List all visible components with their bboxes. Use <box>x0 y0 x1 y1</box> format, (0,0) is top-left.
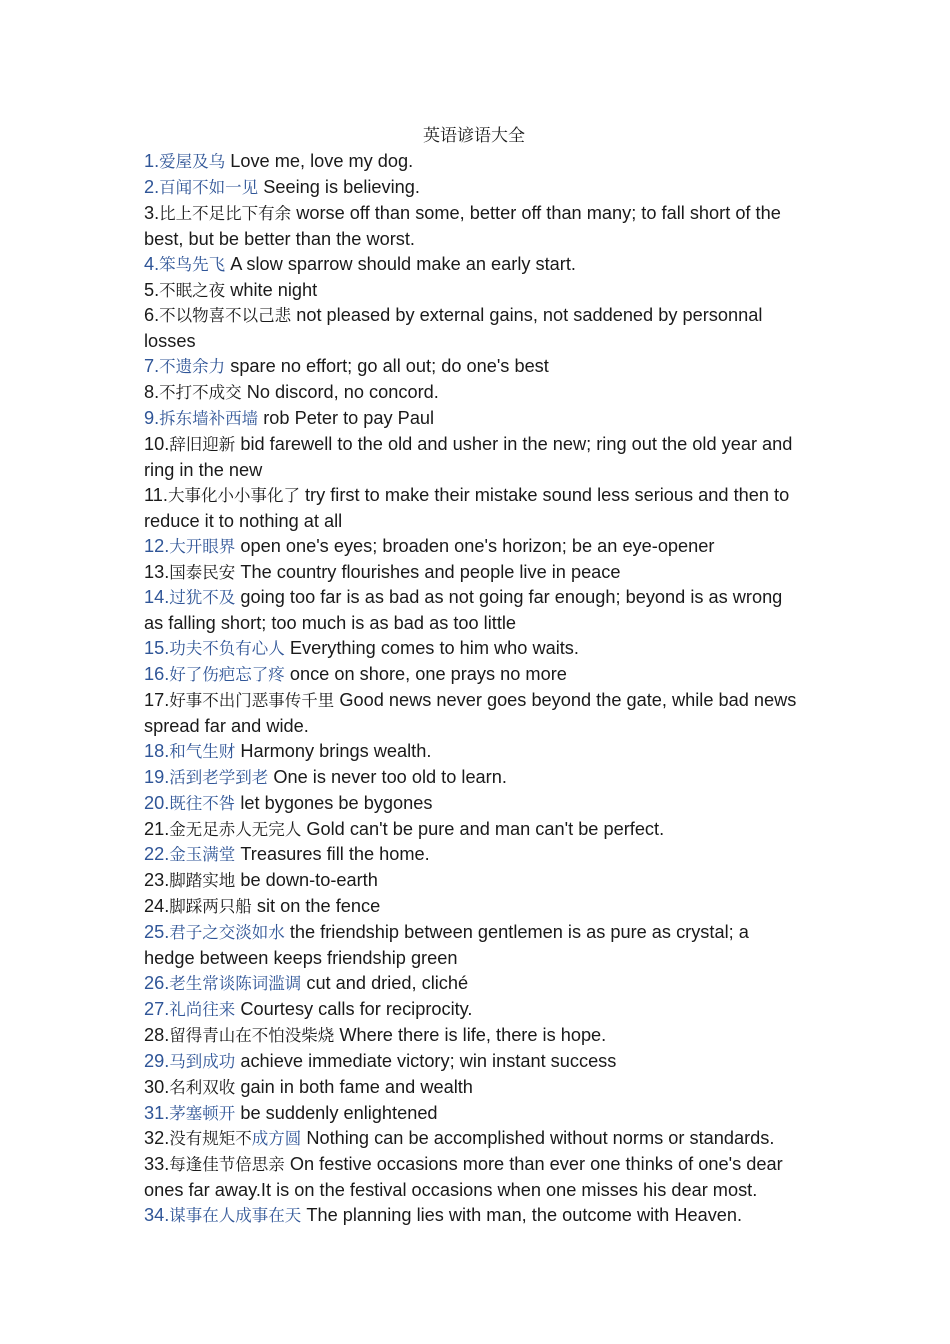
entry-number: 17. <box>144 690 170 711</box>
english-translation: bid farewell to the old and usher in the new; ring out the old year and ring in the new <box>144 433 793 480</box>
proverb-entry <box>144 997 804 1023</box>
english-translation: open one's eyes; broaden one's horizon; be an eye-opener <box>235 535 715 556</box>
chinese-proverb: 脚踏实地 <box>169 871 236 891</box>
page-title: 英语谚语大全 <box>423 126 525 146</box>
proverb-entry <box>144 765 804 791</box>
entry-number: 33. <box>144 1154 170 1175</box>
proverb-entry <box>144 534 804 560</box>
chinese-proverb-link: 茅塞顿开 <box>169 1103 236 1123</box>
proverb-entry <box>144 636 804 662</box>
chinese-proverb: 辞旧迎新 <box>169 434 236 454</box>
english-translation: gain in both fame and wealth <box>235 1076 473 1097</box>
entry-number: 20. <box>144 792 170 813</box>
english-translation: Gold can't be pure and man can't be perfect. <box>301 818 665 839</box>
proverb-entry <box>144 380 804 406</box>
entry-number: 27. <box>144 998 170 1019</box>
chinese-proverb-link: 君子之交淡如水 <box>169 923 285 943</box>
proverb-entry <box>144 1075 804 1101</box>
entry-number: 34. <box>144 1205 170 1226</box>
english-translation: Courtesy calls for reciprocity. <box>235 998 473 1019</box>
english-translation: Nothing can be accomplished without norms or standards. <box>301 1128 775 1149</box>
chinese-proverb: 脚踩两只船 <box>169 897 252 917</box>
english-translation: Love me, love my dog. <box>225 151 414 171</box>
proverb-entry <box>144 560 804 586</box>
entry-number: 6. <box>144 305 160 326</box>
entry-number: 26. <box>144 973 170 993</box>
proverb-entry <box>144 791 804 817</box>
entry-number: 5. <box>144 279 160 300</box>
proverb-entry <box>144 201 804 252</box>
english-translation: once on shore, one prays no more <box>284 664 567 685</box>
proverb-entry <box>144 1101 804 1127</box>
chinese-proverb: 留得青山在不怕没柴烧 <box>169 1025 335 1045</box>
chinese-proverb: 名利双收 <box>169 1077 236 1097</box>
proverb-entry <box>144 406 804 432</box>
proverb-list <box>144 149 804 1229</box>
english-translation: sit on the fence <box>251 896 381 917</box>
entry-number: 24. <box>144 896 170 917</box>
chinese-proverb: 好事不出门恶事传千里 <box>169 691 335 711</box>
entry-number: 19. <box>144 766 170 787</box>
chinese-proverb: 大事化小小事化了 <box>167 485 300 505</box>
proverb-entry <box>144 149 804 175</box>
proverb-entry <box>144 894 804 920</box>
entry-number: 8. <box>144 382 160 403</box>
entry-number: 23. <box>144 870 170 891</box>
chinese-proverb-link: 金玉满堂 <box>169 845 236 865</box>
chinese-proverb-link: 爱屋及乌 <box>159 152 226 171</box>
english-translation: rob Peter to pay Paul <box>258 408 435 429</box>
chinese-proverb: 每逢佳节倍思亲 <box>169 1155 285 1175</box>
proverb-entry <box>144 868 804 894</box>
entry-number: 3. <box>144 202 160 223</box>
entry-number: 29. <box>144 1050 170 1071</box>
entry-number: 30. <box>144 1076 170 1097</box>
english-translation: worse off than some, better off than many; to fall short of the best, but be better than the worst. <box>144 202 781 249</box>
english-translation: be suddenly enlightened <box>235 1102 438 1123</box>
chinese-proverb: 不以物喜不以己悲 <box>159 306 292 326</box>
chinese-proverb-link: 礼尚往来 <box>169 999 236 1019</box>
proverb-entry <box>144 354 804 380</box>
proverb-entry <box>144 585 804 636</box>
english-translation: The country flourishes and people live in peace <box>235 561 621 582</box>
chinese-proverb: 金无足赤人无完人 <box>169 819 302 839</box>
proverb-entry <box>144 817 804 843</box>
entry-number: 11. <box>144 484 168 505</box>
chinese-proverb-link: 拆东墙补西墙 <box>159 409 259 429</box>
proverb-entry <box>144 842 804 868</box>
proverb-entry <box>144 483 804 534</box>
entry-number: 25. <box>144 922 170 943</box>
chinese-proverb: 没有规矩不 <box>169 1129 252 1149</box>
entry-number: 9. <box>144 408 160 429</box>
english-translation: going too far is as bad as not going far enough; beyond is as wrong as falling short; too much is as bad as too little <box>144 587 783 634</box>
chinese-proverb-link: 马到成功 <box>169 1051 236 1071</box>
proverb-entry <box>144 662 804 688</box>
english-translation: The planning lies with man, the outcome with Heaven. <box>301 1205 743 1226</box>
chinese-proverb-link: 百闻不如一见 <box>159 177 259 197</box>
chinese-proverb-link: 好了伤疤忘了疼 <box>169 665 285 685</box>
chinese-proverb-link: 笨鸟先飞 <box>159 254 226 274</box>
proverb-entry <box>144 971 804 997</box>
english-translation: try first to make their mistake sound less serious and then to reduce it to nothing at all <box>144 484 790 531</box>
english-translation: the friendship between gentlemen is as pure as crystal; a hedge between keeps friendship green <box>144 922 749 969</box>
entry-number: 18. <box>144 740 170 761</box>
entry-number: 13. <box>144 561 170 582</box>
proverb-entry <box>144 739 804 765</box>
proverb-entry <box>144 920 804 971</box>
entry-number: 7. <box>144 356 160 377</box>
chinese-proverb-link: 大开眼界 <box>169 536 236 556</box>
english-translation: One is never too old to learn. <box>268 766 507 787</box>
proverb-entry <box>144 303 804 354</box>
chinese-proverb: 不眠之夜 <box>159 280 226 300</box>
english-translation: cut and dried, cliché <box>301 973 469 993</box>
english-translation: A slow sparrow should make an early start. <box>225 253 576 274</box>
english-translation: On festive occasions more than ever one thinks of one's dear ones far away.It is on the festival occasions when one misses his dear most. <box>144 1154 783 1201</box>
english-translation: Everything comes to him who waits. <box>284 638 579 659</box>
chinese-proverb-link: 老生常谈陈词滥调 <box>169 974 302 993</box>
chinese-proverb-link: 活到老学到老 <box>169 767 269 787</box>
english-translation: not pleased by external gains, not saddened by personnal losses <box>144 305 763 352</box>
entry-number: 31. <box>144 1102 170 1123</box>
chinese-proverb: 不打不成交 <box>159 383 242 403</box>
proverb-entry <box>144 688 804 739</box>
english-translation: be down-to-earth <box>235 870 378 891</box>
entry-number: 12. <box>144 535 170 556</box>
chinese-proverb-link: 既往不咎 <box>169 793 236 813</box>
proverb-entry <box>144 1126 804 1203</box>
english-translation: Harmony brings wealth. <box>235 740 432 761</box>
proverb-entry <box>144 1203 804 1229</box>
proverb-entry <box>144 1049 804 1075</box>
chinese-proverb: 比上不足比下有余 <box>159 203 292 223</box>
english-translation: No discord, no concord. <box>241 382 439 403</box>
proverb-entry <box>144 1023 804 1049</box>
english-translation: achieve immediate victory; win instant success <box>235 1050 617 1071</box>
entry-number: 14. <box>144 587 170 608</box>
chinese-proverb-link: 成方圆 <box>251 1129 302 1149</box>
proverb-entry <box>144 252 804 278</box>
entry-number: 22. <box>144 844 170 865</box>
proverb-entry <box>144 278 804 304</box>
chinese-proverb-link: 功夫不负有心人 <box>169 639 285 659</box>
english-translation: Seeing is believing. <box>258 176 420 197</box>
entry-number: 2. <box>144 176 160 197</box>
english-translation: Where there is life, there is hope. <box>334 1024 607 1045</box>
proverb-entry <box>144 432 804 483</box>
entry-number: 16. <box>144 664 170 685</box>
english-translation: white night <box>225 279 318 300</box>
entry-number: 32. <box>144 1128 170 1149</box>
english-translation: Treasures fill the home. <box>235 844 430 865</box>
entry-number: 21. <box>144 818 170 839</box>
english-translation: spare no effort; go all out; do one's best <box>225 356 549 377</box>
chinese-proverb-link: 不遗余力 <box>159 357 226 377</box>
entry-number: 4. <box>144 253 160 274</box>
entry-number: 10. <box>144 433 170 454</box>
entry-number: 28. <box>144 1024 170 1045</box>
chinese-proverb: 国泰民安 <box>169 562 236 582</box>
proverb-entry <box>144 175 804 201</box>
entry-number: 15. <box>144 638 170 659</box>
english-translation: Good news never goes beyond the gate, while bad news spread far and wide. <box>144 690 797 736</box>
entry-number: 1. <box>144 151 160 171</box>
document-page <box>144 124 804 1229</box>
chinese-proverb-link: 过犹不及 <box>169 588 236 608</box>
english-translation: let bygones be bygones <box>235 792 433 813</box>
chinese-proverb-link: 谋事在人成事在天 <box>169 1206 302 1226</box>
chinese-proverb-link: 和气生财 <box>169 741 236 761</box>
